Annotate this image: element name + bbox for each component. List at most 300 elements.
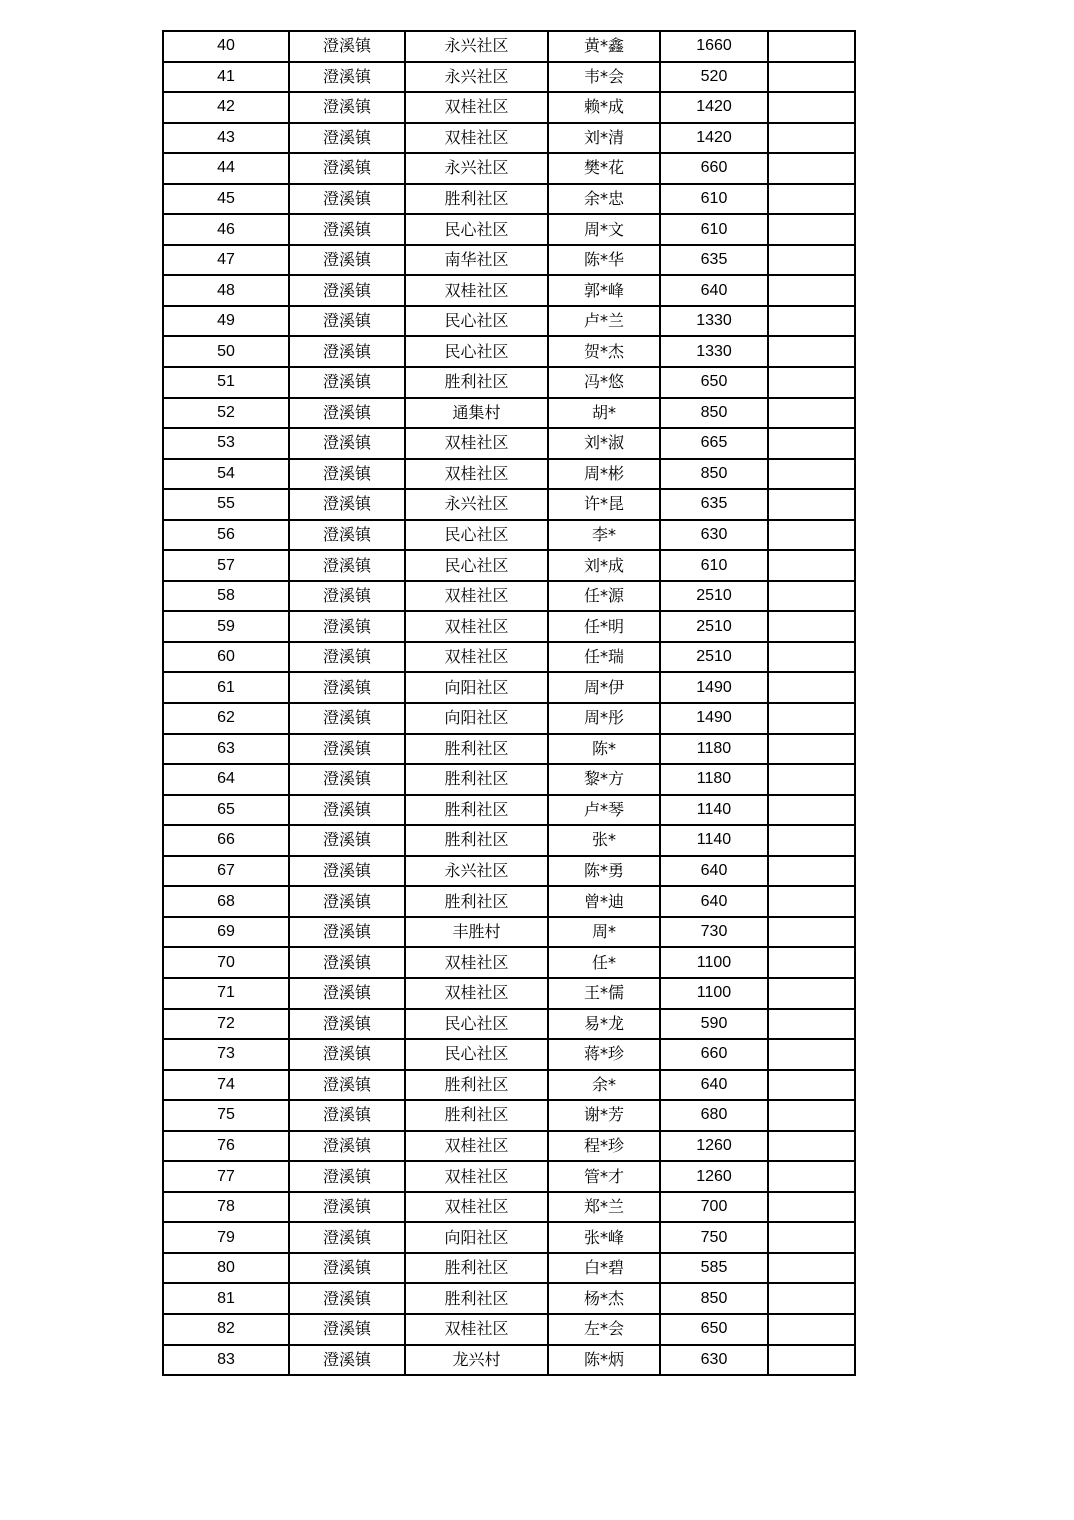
cell-amount: 610 (660, 214, 768, 245)
cell-note (768, 1253, 855, 1284)
cell-community: 民心社区 (405, 306, 548, 337)
table-row (163, 1253, 855, 1284)
cell-town: 澄溪镇 (289, 947, 405, 978)
cell-seq-no: 46 (163, 214, 289, 245)
cell-amount: 2510 (660, 581, 768, 612)
cell-community: 胜利社区 (405, 1070, 548, 1101)
cell-seq-no: 47 (163, 245, 289, 276)
cell-town: 澄溪镇 (289, 306, 405, 337)
cell-seq-no: 82 (163, 1314, 289, 1345)
table-row (163, 550, 855, 581)
cell-name: 左*会 (548, 1314, 660, 1345)
cell-community: 双桂社区 (405, 1131, 548, 1162)
table-row (163, 1131, 855, 1162)
cell-amount: 850 (660, 459, 768, 490)
cell-seq-no: 64 (163, 764, 289, 795)
cell-town: 澄溪镇 (289, 642, 405, 673)
cell-name: 任*源 (548, 581, 660, 612)
table-row (163, 856, 855, 887)
cell-town: 澄溪镇 (289, 459, 405, 490)
cell-community: 民心社区 (405, 550, 548, 581)
cell-amount: 2510 (660, 611, 768, 642)
cell-town: 澄溪镇 (289, 398, 405, 429)
cell-note (768, 1222, 855, 1253)
cell-seq-no: 60 (163, 642, 289, 673)
cell-name: 杨*杰 (548, 1283, 660, 1314)
cell-name: 蒋*珍 (548, 1039, 660, 1070)
cell-town: 澄溪镇 (289, 336, 405, 367)
cell-amount: 2510 (660, 642, 768, 673)
cell-community: 永兴社区 (405, 31, 548, 62)
table-row (163, 1222, 855, 1253)
cell-community: 永兴社区 (405, 489, 548, 520)
cell-community: 胜利社区 (405, 1253, 548, 1284)
cell-seq-no: 80 (163, 1253, 289, 1284)
cell-note (768, 489, 855, 520)
cell-note (768, 336, 855, 367)
cell-amount: 1420 (660, 123, 768, 154)
cell-community: 向阳社区 (405, 672, 548, 703)
cell-seq-no: 73 (163, 1039, 289, 1070)
cell-community: 永兴社区 (405, 856, 548, 887)
cell-name: 许*昆 (548, 489, 660, 520)
cell-amount: 520 (660, 62, 768, 93)
cell-note (768, 1131, 855, 1162)
cell-community: 胜利社区 (405, 734, 548, 765)
cell-name: 管*才 (548, 1161, 660, 1192)
cell-note (768, 764, 855, 795)
table-row (163, 886, 855, 917)
cell-amount: 1660 (660, 31, 768, 62)
cell-town: 澄溪镇 (289, 795, 405, 826)
cell-community: 向阳社区 (405, 703, 548, 734)
cell-amount: 850 (660, 398, 768, 429)
cell-name: 曾*迪 (548, 886, 660, 917)
cell-note (768, 214, 855, 245)
cell-name: 白*碧 (548, 1253, 660, 1284)
cell-town: 澄溪镇 (289, 856, 405, 887)
cell-note (768, 611, 855, 642)
cell-note (768, 1283, 855, 1314)
cell-name: 樊*花 (548, 153, 660, 184)
cell-town: 澄溪镇 (289, 92, 405, 123)
cell-note (768, 184, 855, 215)
table-row (163, 581, 855, 612)
cell-community: 双桂社区 (405, 1314, 548, 1345)
cell-town: 澄溪镇 (289, 1345, 405, 1376)
cell-seq-no: 55 (163, 489, 289, 520)
cell-town: 澄溪镇 (289, 489, 405, 520)
cell-community: 胜利社区 (405, 886, 548, 917)
cell-seq-no: 63 (163, 734, 289, 765)
cell-amount: 585 (660, 1253, 768, 1284)
cell-amount: 650 (660, 367, 768, 398)
cell-community: 双桂社区 (405, 642, 548, 673)
cell-seq-no: 68 (163, 886, 289, 917)
cell-town: 澄溪镇 (289, 734, 405, 765)
cell-community: 丰胜村 (405, 917, 548, 948)
cell-amount: 665 (660, 428, 768, 459)
cell-community: 胜利社区 (405, 184, 548, 215)
cell-seq-no: 50 (163, 336, 289, 367)
cell-note (768, 672, 855, 703)
cell-town: 澄溪镇 (289, 1039, 405, 1070)
table-row (163, 62, 855, 93)
cell-community: 双桂社区 (405, 428, 548, 459)
cell-amount: 1180 (660, 734, 768, 765)
cell-seq-no: 83 (163, 1345, 289, 1376)
table-row (163, 1314, 855, 1345)
table-row (163, 336, 855, 367)
cell-amount: 640 (660, 1070, 768, 1101)
cell-town: 澄溪镇 (289, 245, 405, 276)
cell-seq-no: 53 (163, 428, 289, 459)
cell-note (768, 581, 855, 612)
cell-name: 陈*炳 (548, 1345, 660, 1376)
cell-name: 任*明 (548, 611, 660, 642)
cell-seq-no: 66 (163, 825, 289, 856)
cell-name: 黄*鑫 (548, 31, 660, 62)
cell-amount: 610 (660, 550, 768, 581)
cell-town: 澄溪镇 (289, 428, 405, 459)
cell-community: 双桂社区 (405, 123, 548, 154)
cell-seq-no: 57 (163, 550, 289, 581)
cell-amount: 1490 (660, 672, 768, 703)
cell-seq-no: 49 (163, 306, 289, 337)
cell-name: 赖*成 (548, 92, 660, 123)
cell-note (768, 459, 855, 490)
cell-note (768, 275, 855, 306)
cell-amount: 1420 (660, 92, 768, 123)
table-row (163, 703, 855, 734)
cell-amount: 610 (660, 184, 768, 215)
table-row (163, 672, 855, 703)
cell-name: 陈*华 (548, 245, 660, 276)
cell-name: 卢*兰 (548, 306, 660, 337)
cell-name: 余*忠 (548, 184, 660, 215)
cell-note (768, 642, 855, 673)
table-row (163, 947, 855, 978)
cell-note (768, 947, 855, 978)
table-row (163, 1009, 855, 1040)
cell-name: 郑*兰 (548, 1192, 660, 1223)
cell-note (768, 123, 855, 154)
cell-seq-no: 44 (163, 153, 289, 184)
cell-seq-no: 79 (163, 1222, 289, 1253)
table-row (163, 428, 855, 459)
cell-note (768, 1070, 855, 1101)
cell-amount: 680 (660, 1100, 768, 1131)
cell-town: 澄溪镇 (289, 31, 405, 62)
cell-community: 双桂社区 (405, 459, 548, 490)
cell-community: 双桂社区 (405, 92, 548, 123)
cell-community: 双桂社区 (405, 611, 548, 642)
cell-seq-no: 70 (163, 947, 289, 978)
cell-community: 胜利社区 (405, 764, 548, 795)
cell-note (768, 550, 855, 581)
cell-note (768, 1314, 855, 1345)
cell-seq-no: 45 (163, 184, 289, 215)
cell-note (768, 1192, 855, 1223)
cell-amount: 635 (660, 489, 768, 520)
table-row (163, 123, 855, 154)
cell-amount: 640 (660, 856, 768, 887)
cell-community: 民心社区 (405, 1039, 548, 1070)
cell-community: 民心社区 (405, 336, 548, 367)
table-row (163, 214, 855, 245)
cell-note (768, 1161, 855, 1192)
table-row (163, 520, 855, 551)
cell-town: 澄溪镇 (289, 1192, 405, 1223)
cell-name: 陈* (548, 734, 660, 765)
cell-town: 澄溪镇 (289, 62, 405, 93)
cell-town: 澄溪镇 (289, 978, 405, 1009)
cell-amount: 850 (660, 1283, 768, 1314)
cell-name: 王*儒 (548, 978, 660, 1009)
cell-amount: 630 (660, 1345, 768, 1376)
cell-name: 谢*芳 (548, 1100, 660, 1131)
cell-note (768, 1100, 855, 1131)
table-row (163, 31, 855, 62)
cell-name: 黎*方 (548, 764, 660, 795)
cell-name: 刘*成 (548, 550, 660, 581)
cell-seq-no: 51 (163, 367, 289, 398)
cell-amount: 660 (660, 153, 768, 184)
table-row (163, 398, 855, 429)
cell-note (768, 153, 855, 184)
cell-name: 周*彤 (548, 703, 660, 734)
cell-community: 双桂社区 (405, 1161, 548, 1192)
cell-name: 刘*清 (548, 123, 660, 154)
cell-seq-no: 74 (163, 1070, 289, 1101)
cell-community: 胜利社区 (405, 1283, 548, 1314)
cell-note (768, 734, 855, 765)
cell-town: 澄溪镇 (289, 1131, 405, 1162)
cell-community: 民心社区 (405, 1009, 548, 1040)
cell-name: 李* (548, 520, 660, 551)
cell-note (768, 917, 855, 948)
cell-town: 澄溪镇 (289, 184, 405, 215)
cell-note (768, 245, 855, 276)
table-row (163, 1070, 855, 1101)
table-row (163, 611, 855, 642)
table-row (163, 92, 855, 123)
cell-note (768, 1039, 855, 1070)
cell-seq-no: 67 (163, 856, 289, 887)
cell-name: 陈*勇 (548, 856, 660, 887)
cell-amount: 650 (660, 1314, 768, 1345)
cell-community: 南华社区 (405, 245, 548, 276)
cell-seq-no: 43 (163, 123, 289, 154)
cell-town: 澄溪镇 (289, 153, 405, 184)
cell-name: 易*龙 (548, 1009, 660, 1040)
cell-community: 双桂社区 (405, 275, 548, 306)
cell-note (768, 398, 855, 429)
cell-amount: 700 (660, 1192, 768, 1223)
cell-note (768, 92, 855, 123)
cell-community: 龙兴村 (405, 1345, 548, 1376)
cell-name: 任*瑞 (548, 642, 660, 673)
cell-amount: 1100 (660, 947, 768, 978)
cell-amount: 730 (660, 917, 768, 948)
cell-note (768, 856, 855, 887)
cell-town: 澄溪镇 (289, 886, 405, 917)
cell-town: 澄溪镇 (289, 214, 405, 245)
cell-town: 澄溪镇 (289, 703, 405, 734)
cell-community: 通集村 (405, 398, 548, 429)
cell-seq-no: 62 (163, 703, 289, 734)
cell-town: 澄溪镇 (289, 1253, 405, 1284)
cell-name: 韦*会 (548, 62, 660, 93)
cell-town: 澄溪镇 (289, 275, 405, 306)
cell-community: 永兴社区 (405, 153, 548, 184)
cell-town: 澄溪镇 (289, 611, 405, 642)
cell-community: 胜利社区 (405, 367, 548, 398)
cell-name: 余* (548, 1070, 660, 1101)
cell-community: 双桂社区 (405, 1192, 548, 1223)
cell-seq-no: 58 (163, 581, 289, 612)
table-row (163, 1100, 855, 1131)
cell-note (768, 31, 855, 62)
cell-name: 贺*杰 (548, 336, 660, 367)
cell-town: 澄溪镇 (289, 1100, 405, 1131)
table-row (163, 367, 855, 398)
cell-community: 双桂社区 (405, 581, 548, 612)
cell-community: 向阳社区 (405, 1222, 548, 1253)
cell-town: 澄溪镇 (289, 1070, 405, 1101)
table-row (163, 153, 855, 184)
cell-town: 澄溪镇 (289, 825, 405, 856)
cell-name: 胡* (548, 398, 660, 429)
cell-seq-no: 72 (163, 1009, 289, 1040)
cell-seq-no: 75 (163, 1100, 289, 1131)
cell-amount: 590 (660, 1009, 768, 1040)
cell-amount: 1330 (660, 306, 768, 337)
cell-name: 张*峰 (548, 1222, 660, 1253)
table-row (163, 734, 855, 765)
cell-town: 澄溪镇 (289, 1222, 405, 1253)
table-row (163, 275, 855, 306)
cell-note (768, 886, 855, 917)
cell-name: 任* (548, 947, 660, 978)
table-row (163, 1192, 855, 1223)
cell-amount: 1330 (660, 336, 768, 367)
cell-seq-no: 52 (163, 398, 289, 429)
cell-seq-no: 77 (163, 1161, 289, 1192)
cell-amount: 1180 (660, 764, 768, 795)
table-row (163, 917, 855, 948)
table-row (163, 306, 855, 337)
cell-note (768, 520, 855, 551)
cell-community: 永兴社区 (405, 62, 548, 93)
table-row (163, 1161, 855, 1192)
cell-seq-no: 61 (163, 672, 289, 703)
cell-name: 郭*峰 (548, 275, 660, 306)
table-row (163, 489, 855, 520)
cell-note (768, 1009, 855, 1040)
table-row (163, 184, 855, 215)
cell-seq-no: 81 (163, 1283, 289, 1314)
cell-note (768, 703, 855, 734)
cell-town: 澄溪镇 (289, 672, 405, 703)
cell-amount: 1140 (660, 795, 768, 826)
cell-town: 澄溪镇 (289, 520, 405, 551)
cell-community: 民心社区 (405, 214, 548, 245)
cell-seq-no: 56 (163, 520, 289, 551)
cell-community: 双桂社区 (405, 947, 548, 978)
cell-note (768, 825, 855, 856)
table-row (163, 795, 855, 826)
cell-seq-no: 78 (163, 1192, 289, 1223)
cell-seq-no: 65 (163, 795, 289, 826)
cell-amount: 635 (660, 245, 768, 276)
cell-amount: 1140 (660, 825, 768, 856)
cell-community: 胜利社区 (405, 1100, 548, 1131)
cell-name: 周*文 (548, 214, 660, 245)
cell-amount: 640 (660, 886, 768, 917)
cell-amount: 1100 (660, 978, 768, 1009)
table-row (163, 1039, 855, 1070)
table-row (163, 245, 855, 276)
cell-town: 澄溪镇 (289, 123, 405, 154)
cell-note (768, 978, 855, 1009)
cell-town: 澄溪镇 (289, 764, 405, 795)
cell-amount: 1490 (660, 703, 768, 734)
cell-note (768, 367, 855, 398)
cell-amount: 640 (660, 275, 768, 306)
cell-seq-no: 71 (163, 978, 289, 1009)
cell-note (768, 428, 855, 459)
table-row (163, 459, 855, 490)
cell-town: 澄溪镇 (289, 1009, 405, 1040)
cell-note (768, 795, 855, 826)
table-row (163, 978, 855, 1009)
cell-town: 澄溪镇 (289, 367, 405, 398)
cell-note (768, 1345, 855, 1376)
table-row (163, 764, 855, 795)
cell-town: 澄溪镇 (289, 550, 405, 581)
table-row (163, 1345, 855, 1376)
cell-seq-no: 41 (163, 62, 289, 93)
cell-name: 程*珍 (548, 1131, 660, 1162)
cell-community: 双桂社区 (405, 978, 548, 1009)
cell-community: 胜利社区 (405, 795, 548, 826)
cell-seq-no: 42 (163, 92, 289, 123)
cell-community: 胜利社区 (405, 825, 548, 856)
cell-name: 张* (548, 825, 660, 856)
cell-name: 卢*琴 (548, 795, 660, 826)
cell-amount: 750 (660, 1222, 768, 1253)
cell-town: 澄溪镇 (289, 1161, 405, 1192)
table-body (163, 31, 855, 1375)
table-row (163, 1283, 855, 1314)
data-table (162, 30, 856, 1376)
cell-seq-no: 48 (163, 275, 289, 306)
cell-seq-no: 69 (163, 917, 289, 948)
cell-note (768, 306, 855, 337)
cell-amount: 660 (660, 1039, 768, 1070)
cell-town: 澄溪镇 (289, 1283, 405, 1314)
cell-seq-no: 54 (163, 459, 289, 490)
cell-seq-no: 76 (163, 1131, 289, 1162)
table-row (163, 642, 855, 673)
cell-name: 周*伊 (548, 672, 660, 703)
cell-name: 周*彬 (548, 459, 660, 490)
cell-seq-no: 59 (163, 611, 289, 642)
cell-note (768, 62, 855, 93)
cell-town: 澄溪镇 (289, 917, 405, 948)
cell-amount: 1260 (660, 1161, 768, 1192)
